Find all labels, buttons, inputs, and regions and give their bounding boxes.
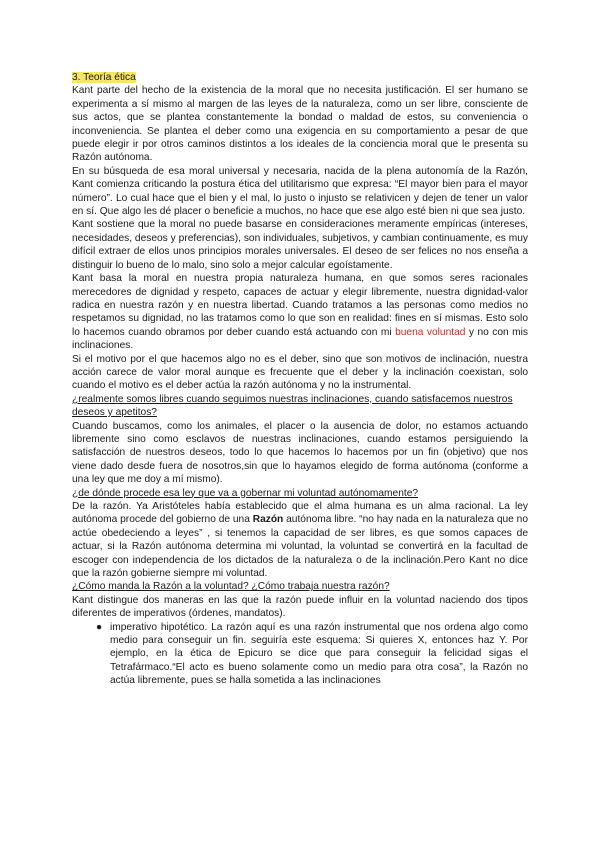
paragraph-1: Kant parte del hecho de la existencia de la moral que no necesita justificación. El ser humano se experimenta a sí mismo al margen de las leyes de la naturaleza, como un ser libre, consciente de sus actos, que se plantea constantemente la bondad o maldad de estos, su conveniencia o inconveniencia. Se plantea el deber como una exigencia en su comportamiento a pesar de que puede elegir ir por otros caminos distintos a los ideales de la conciencia moral que le presenta su Razón autónoma. (72, 85, 528, 164)
paragraph-4-text-b: y no con mis inclinaciones. (72, 326, 528, 352)
paragraph-4-text-a: Kant basa la moral en nuestra propia naturaleza humana, en que somos seres racionales merecedores de dignidad y respeto, capaces de actuar y elegir libremente, nuestra dignidad-valor radica en nuestra razón y en nuestra libertad. Cuando tratamos a las personas como medios no respetamos su dignidad, no las tratamos como lo que son en realidad: fines en sí mismas. Esto solo lo hacemos cuando obramos por deber cuando está actuando con mi (72, 273, 528, 338)
paragraph-8: Kant distingue dos maneras en las que la razón puede influir en la voluntad naciendo dos tipos diferentes de imperativos (órdenes, mandatos). (72, 594, 528, 620)
question-1: ¿realmente somos libres cuando seguimos nuestras inclinaciones, cuando satisfacemos nuestros deseos y apetitos? (72, 393, 513, 419)
bullet-icon: ● (96, 621, 103, 633)
imperatives-list (72, 621, 528, 688)
list-item-text: imperativo hipotético. La razón aquí es una razón instrumental que nos ordena algo como medio para conseguir un fin. seguiría este esquema: Si quieres X, entonces haz Y. Por ejemplo, en la ética de Epicuro se dice que para conseguir la felicidad sigas el Tetrafármaco.“El acto es bueno solamente como un medio para otra cosa”, la Razón no actúa libremente, pues se halla sometida a las inclinaciones (110, 621, 528, 687)
section-title (72, 71, 528, 84)
document-body (72, 71, 528, 688)
paragraph-2: En su búsqueda de esa moral universal y necesaria, nacida de la plena autonomía de la Razón, Kant comienza criticando la postura ética del utilitarismo que expresa: “El mayor bien para el mayor número”. Lo cual hace que el bien y el mal, lo justo o injusto se relativicen y dejen de tener un valor en sí. Que algo les dé placer o beneficie a muchos, no hace que ese algo esté bien ni que sea justo. (72, 165, 528, 218)
section-title-highlight: 3. Teoría ética (72, 72, 136, 83)
list-item (96, 621, 528, 688)
paragraph-3: Kant sostiene que la moral no puede basarse en consideraciones meramente empíricas (intereses, necesidades, deseos y preferencias), son individuales, subjetivos, y cambian continuamente, es muy difícil extraer de ellos unos principios morales universales. El deseo de ser felices no nos enseña a distinguir lo bueno de lo malo, sino solo a mejor calcular egoístamente. (72, 219, 528, 271)
paragraph-7 (72, 500, 528, 580)
red-text-buena-voluntad: buena voluntad (395, 326, 466, 338)
paragraph-4 (72, 272, 528, 352)
paragraph-7-text-a: De la razón. Ya Aristóteles había establecido que el alma humana es un alma racional. La ley autónoma procede del gobierno de una (72, 501, 528, 526)
paragraph-6: Cuando buscamos, como los animales, el placer o la ausencia de dolor, no estamos actuando libremente sino como esclavos de nuestras inclinaciones, cuando estamos persiguiendo la satisfacción de nuestros deseos, todo lo que hacemos lo hacemos por un fin (objetivo) que nos viene dado desde fuera de nosotros,sin que lo hayamos elegido de forma autónoma (conforme a una ley que me doy a mí mismo). (72, 420, 528, 486)
bold-razon: Razón (252, 514, 284, 526)
question-2: ¿de dónde procede esa ley que va a gobernar mi voluntad autónomamente? (72, 487, 419, 499)
paragraph-5: Si el motivo por el que hacemos algo no es el deber, sino que son motivos de inclinación, nuestra acción carece de valor moral aunque es frecuente que el deber y la inclinación coexistan, solo cuando el motivo es el deber actúa la razón autónoma y no la instrumental. (72, 353, 528, 392)
question-3: ¿Cómo manda la Razón a la voluntad? ¿Cómo trabaja nuestra razón? (72, 581, 390, 593)
paragraph-7-text-b: autónoma libre. “no hay nada en la naturaleza que no actúe obedeciendo a leyes” , si tenemos la capacidad de ser libres, es que somos capaces de actuar, si la Razón autónoma determina mi voluntad, la voluntad se convertirá en la facultad de escoger con independencia de los dictados de la naturaleza o de la inclinación.Pero Kant no dice que la razón gobierne siempre mi voluntad. (72, 514, 528, 580)
